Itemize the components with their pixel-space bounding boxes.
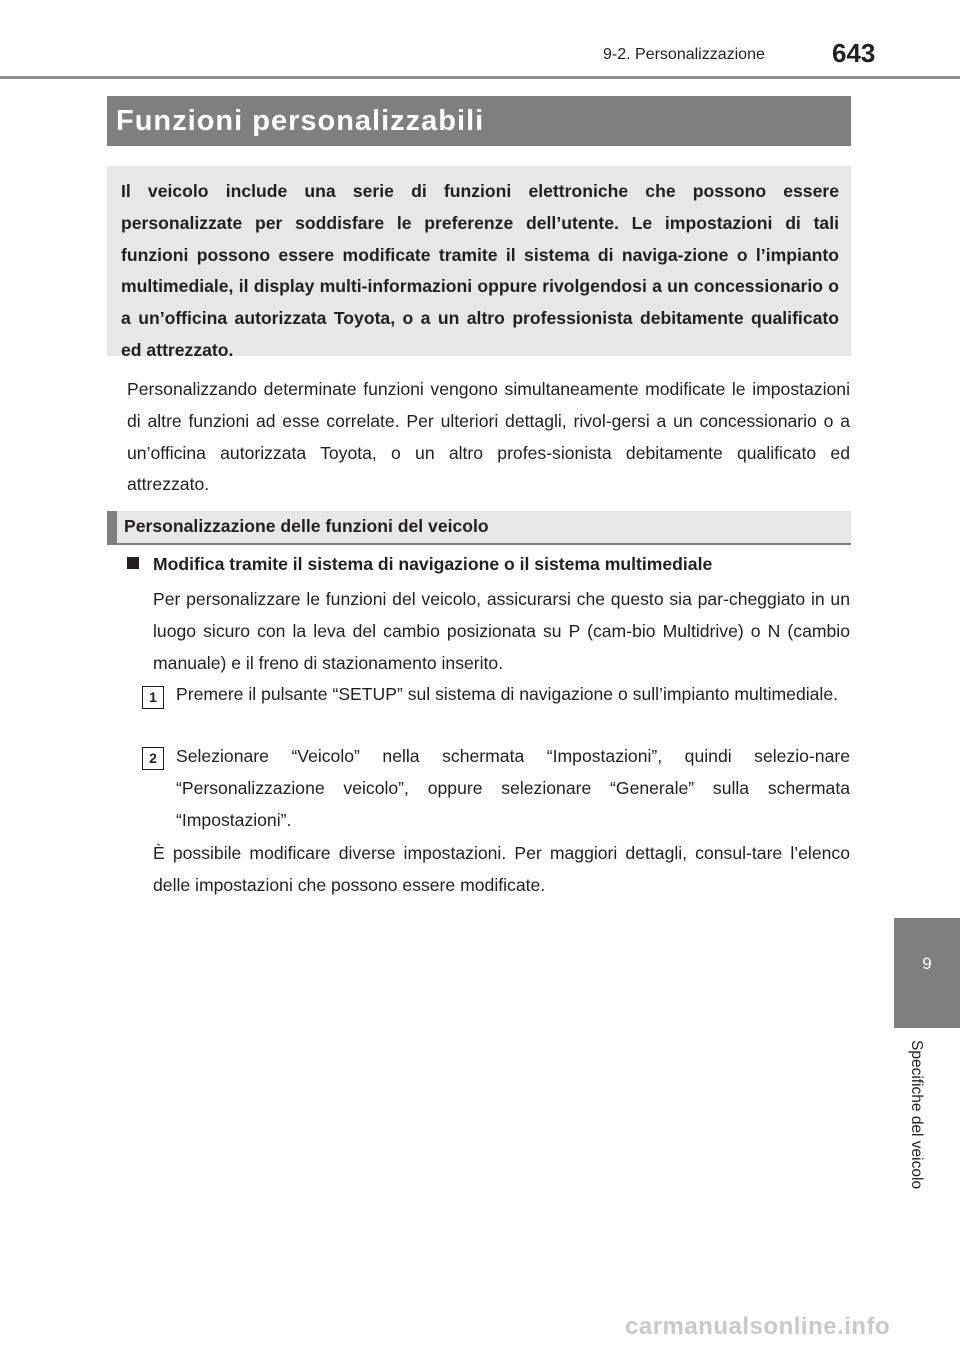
subheading-bar: [107, 511, 851, 543]
step-text: Premere il pulsante “SETUP” sul sistema di navigazione o sull’impianto multimediale.: [176, 684, 838, 704]
header-section-title: 9-2. Personalizzazione: [603, 46, 765, 63]
intro-text: Il veicolo include una serie di funzioni elettroniche che possono essere personalizzate per soddisfare le preferenze dell’utente. Le impostazioni di tali funzioni possono essere modificate tramite il sistema di naviga-zione o l’impianto multimediale, il display multi-informazioni oppure rivolgendosi a un concessionario o a un’officina autorizzata Toyota, o a un altro professionista debitamente qualificato ed attrezzato.: [121, 181, 839, 360]
chapter-label: Specifiche del veicolo: [908, 1040, 925, 1190]
watermark: carmanualsonline.info: [625, 1313, 891, 1340]
subheading-underline: [107, 543, 851, 545]
page-title: Funzioni personalizzabili: [116, 105, 485, 137]
paragraph-parking-instructions: Per personalizzare le funzioni del veicolo, assicurarsi che questo sia par-cheggiato in un luogo sicuro con la leva del cambio posizionata su P (cam-bio Multidrive) o N (cambio manuale) e il freno di stazionamento inserito.: [153, 589, 850, 673]
paragraph-related-functions: Personalizzando determinate funzioni vengono simultaneamente modificate le impostazioni di altre funzioni ad esse correlate. Per ulteriori dettagli, rivol-gersi a un concessionario o a un’officina autorizzata Toyota, o un altro profes-sionista debitamente qualificato ed attrezzato.: [127, 379, 850, 495]
step-number-badge: 2: [142, 747, 164, 770]
subheading-accent: [107, 511, 117, 543]
chapter-number: 9: [922, 954, 932, 973]
bullet-heading: [127, 554, 712, 575]
chapter-side-tab: [894, 918, 960, 1028]
square-bullet-icon: [127, 557, 139, 569]
step-number-badge: 1: [142, 686, 164, 709]
subheading-text: Personalizzazione delle funzioni del veicolo: [124, 516, 489, 536]
header-rule: [0, 76, 960, 79]
step-text: Selezionare “Veicolo” nella schermata “Impostazioni”, quindi selezio-nare “Personalizzazione veicolo”, oppure selezionare “Generale” sulla schermata “Impostazioni”.: [176, 746, 850, 830]
page-number: 643: [832, 38, 876, 68]
bullet-heading-text: Modifica tramite il sistema di navigazione o il sistema multimediale: [153, 554, 713, 574]
paragraph-settings-note: È possibile modificare diverse impostazioni. Per maggiori dettagli, consul-tare l’elenco delle impostazioni che possono essere modificate.: [153, 843, 850, 895]
intro-box: [107, 166, 851, 360]
title-bar: [107, 96, 851, 146]
